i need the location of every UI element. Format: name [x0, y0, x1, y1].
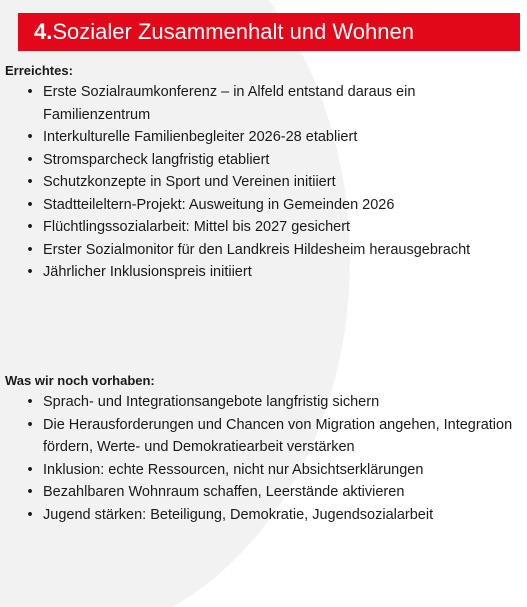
list-item: • Erster Sozialmonitor für den Landkreis Hildesheim herausgebracht — [23, 239, 525, 262]
bullet-icon: • — [27, 394, 33, 410]
list-item: • Inklusion: echte Ressourcen, nicht nur Absichtserklärungen — [23, 459, 525, 482]
bullet-icon: • — [27, 219, 33, 235]
list-item: • Stromsparcheck langfristig etabliert — [23, 149, 525, 172]
achieved-list — [5, 81, 525, 284]
achieved-heading: Erreichtes: — [5, 63, 73, 78]
bullet-icon: • — [27, 84, 33, 100]
bullet-icon: • — [27, 264, 33, 280]
bullet-icon: • — [27, 241, 33, 258]
list-item: • Erste Sozialraumkonferenz – in Alfeld entstand daraus ein Familienzentrum — [23, 81, 525, 126]
bullet-icon: • — [27, 196, 33, 213]
achieved-section — [5, 63, 525, 284]
section-banner — [18, 13, 520, 51]
list-item: • Jährlicher Inklusionspreis initiiert — [23, 261, 525, 284]
list-item: • Bezahlbaren Wohnraum schaffen, Leerstände aktivieren — [23, 481, 525, 504]
list-item: • Jugend stärken: Beteiligung, Demokratie, Jugendsozialarbeit — [23, 504, 525, 527]
list-item: • Schutzkonzepte in Sport und Vereinen initiiert — [23, 171, 525, 194]
bullet-icon: • — [27, 461, 33, 478]
list-item: • Sprach- und Integrationsangebote langfristig sichern — [23, 391, 525, 414]
list-item: • Interkulturelle Familienbegleiter 2026-28 etabliert — [23, 126, 525, 149]
bullet-icon: • — [27, 506, 33, 523]
planned-section — [5, 373, 525, 526]
planned-list — [5, 391, 525, 526]
list-item: • Stadtteileltern-Projekt: Ausweitung in Gemeinden 2026 — [23, 194, 525, 217]
section-number: 4. — [34, 19, 53, 44]
bullet-icon: • — [27, 174, 33, 190]
section-title: Sozialer Zusammenhalt und Wohnen — [52, 19, 414, 44]
bullet-icon: • — [27, 129, 33, 145]
bullet-icon: • — [27, 484, 33, 500]
bullet-icon: • — [27, 151, 33, 168]
bullet-icon: • — [27, 416, 33, 433]
list-item: • Flüchtlingssozialarbeit: Mittel bis 2027 gesichert — [23, 216, 525, 239]
planned-heading: Was wir noch vorhaben: — [5, 373, 155, 388]
list-item: • Die Herausforderungen und Chancen von Migration angehen, Integration fördern, Werte- und Demokratiearbeit verstärken — [23, 414, 525, 459]
